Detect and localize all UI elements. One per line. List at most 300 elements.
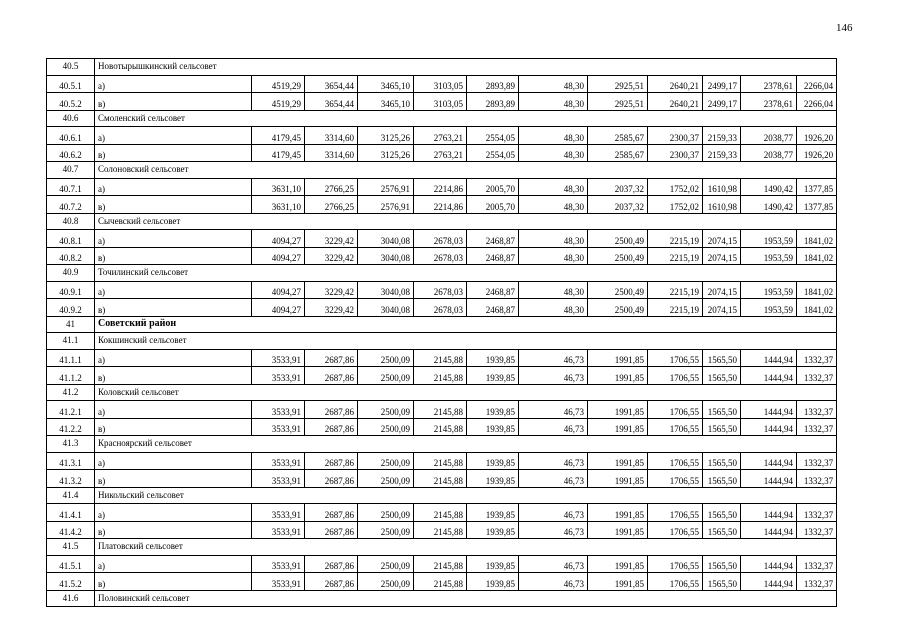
value-cell: 4179,45 (252, 144, 305, 162)
value-cell: 2893,89 (467, 75, 519, 93)
value-cell: 1939,85 (467, 367, 519, 385)
value-cell: 2687,86 (305, 504, 358, 522)
value-cell: 2145,88 (414, 418, 467, 436)
value-cell: 2215,19 (648, 247, 703, 265)
value-cell: 1939,85 (467, 470, 519, 488)
district-header-row (47, 316, 837, 333)
value-cell: 1706,55 (648, 452, 703, 470)
section-name: Новотырышкинский сельсовет (95, 59, 837, 76)
value-cell: 2678,03 (414, 281, 467, 299)
row-code: 41.1.1 (47, 349, 95, 367)
value-cell: 1841,02 (797, 247, 837, 265)
value-cell: 3229,42 (305, 299, 358, 317)
table-row (47, 349, 837, 367)
table-row (47, 299, 837, 317)
value-cell: 3229,42 (305, 281, 358, 299)
value-cell: 1953,59 (741, 247, 797, 265)
table-row (47, 555, 837, 573)
value-cell: 1332,37 (797, 401, 837, 419)
value-cell: 1610,98 (703, 178, 741, 196)
table-row (47, 401, 837, 419)
value-cell: 1953,59 (741, 281, 797, 299)
value-cell: 1444,94 (741, 573, 797, 591)
value-cell: 1706,55 (648, 470, 703, 488)
value-cell: 2159,33 (703, 144, 741, 162)
value-cell: 2266,04 (797, 75, 837, 93)
value-cell: 1991,85 (588, 452, 648, 470)
row-label: а) (95, 452, 252, 470)
value-cell: 2500,09 (358, 452, 414, 470)
value-cell: 1939,85 (467, 418, 519, 436)
value-cell: 3654,44 (305, 75, 358, 93)
value-cell: 1841,02 (797, 281, 837, 299)
row-code: 41.4.1 (47, 504, 95, 522)
value-cell: 1706,55 (648, 401, 703, 419)
value-cell: 48,30 (519, 144, 588, 162)
value-cell: 46,73 (519, 452, 588, 470)
row-label: а) (95, 127, 252, 145)
value-cell: 2687,86 (305, 349, 358, 367)
value-cell: 2215,19 (648, 299, 703, 317)
value-cell: 1991,85 (588, 504, 648, 522)
value-cell: 3654,44 (305, 93, 358, 111)
value-cell: 1939,85 (467, 555, 519, 573)
value-cell: 1565,50 (703, 401, 741, 419)
row-code: 41 (47, 316, 95, 333)
value-cell: 3533,91 (252, 573, 305, 591)
section-header-row (47, 384, 837, 401)
page-number: 146 (836, 22, 853, 34)
value-cell: 2640,21 (648, 93, 703, 111)
value-cell: 1706,55 (648, 573, 703, 591)
value-cell: 1490,42 (741, 178, 797, 196)
value-cell: 1939,85 (467, 349, 519, 367)
value-cell: 2500,09 (358, 555, 414, 573)
value-cell: 2145,88 (414, 555, 467, 573)
row-code: 41.5.1 (47, 555, 95, 573)
value-cell: 2300,37 (648, 144, 703, 162)
row-code: 41.2 (47, 384, 95, 401)
value-cell: 1752,02 (648, 196, 703, 214)
row-code: 40.6 (47, 110, 95, 127)
table-row (47, 144, 837, 162)
row-code: 41.3 (47, 436, 95, 453)
value-cell: 1939,85 (467, 452, 519, 470)
value-cell: 2074,15 (703, 281, 741, 299)
section-header-row (47, 487, 837, 504)
row-label: а) (95, 230, 252, 248)
row-label: в) (95, 418, 252, 436)
value-cell: 48,30 (519, 178, 588, 196)
section-header-row (47, 110, 837, 127)
row-code: 40.5.1 (47, 75, 95, 93)
value-cell: 1444,94 (741, 349, 797, 367)
value-cell: 2763,21 (414, 144, 467, 162)
row-label: в) (95, 196, 252, 214)
value-cell: 48,30 (519, 281, 588, 299)
row-code: 40.8.2 (47, 247, 95, 265)
value-cell: 3314,60 (305, 144, 358, 162)
value-cell: 1444,94 (741, 470, 797, 488)
value-cell: 2925,51 (588, 75, 648, 93)
value-cell: 1953,59 (741, 299, 797, 317)
value-cell: 1565,50 (703, 573, 741, 591)
value-cell: 2468,87 (467, 281, 519, 299)
value-cell: 2766,25 (305, 196, 358, 214)
value-cell: 3533,91 (252, 504, 305, 522)
section-header-row (47, 539, 837, 556)
value-cell: 1565,50 (703, 470, 741, 488)
value-cell: 3533,91 (252, 367, 305, 385)
value-cell: 1565,50 (703, 452, 741, 470)
row-code: 40.9 (47, 265, 95, 282)
value-cell: 46,73 (519, 573, 588, 591)
row-label: а) (95, 178, 252, 196)
value-cell: 46,73 (519, 367, 588, 385)
value-cell: 1565,50 (703, 521, 741, 539)
value-cell: 4179,45 (252, 127, 305, 145)
value-cell: 1565,50 (703, 349, 741, 367)
value-cell: 1939,85 (467, 401, 519, 419)
section-header-row (47, 436, 837, 453)
value-cell: 2468,87 (467, 230, 519, 248)
value-cell: 2215,19 (648, 230, 703, 248)
value-cell: 3631,10 (252, 196, 305, 214)
table-row (47, 178, 837, 196)
value-cell: 2766,25 (305, 178, 358, 196)
value-cell: 4094,27 (252, 299, 305, 317)
value-cell: 1444,94 (741, 367, 797, 385)
value-cell: 1444,94 (741, 504, 797, 522)
row-label: в) (95, 367, 252, 385)
value-cell: 46,73 (519, 470, 588, 488)
row-code: 41.5 (47, 539, 95, 556)
value-cell: 2145,88 (414, 573, 467, 591)
value-cell: 1565,50 (703, 367, 741, 385)
value-cell: 2468,87 (467, 299, 519, 317)
value-cell: 48,30 (519, 247, 588, 265)
table-row (47, 504, 837, 522)
value-cell: 48,30 (519, 230, 588, 248)
value-cell: 2640,21 (648, 75, 703, 93)
value-cell: 1332,37 (797, 349, 837, 367)
value-cell: 3125,26 (358, 127, 414, 145)
section-header-row (47, 59, 837, 76)
row-code: 41.2.2 (47, 418, 95, 436)
value-cell: 2500,09 (358, 367, 414, 385)
value-cell: 3533,91 (252, 418, 305, 436)
row-code: 40.5 (47, 59, 95, 76)
value-cell: 4094,27 (252, 230, 305, 248)
row-code: 40.7 (47, 162, 95, 179)
value-cell: 2214,86 (414, 178, 467, 196)
value-cell: 1444,94 (741, 418, 797, 436)
value-cell: 3229,42 (305, 247, 358, 265)
value-cell: 2925,51 (588, 93, 648, 111)
row-label: в) (95, 470, 252, 488)
value-cell: 48,30 (519, 93, 588, 111)
value-cell: 1706,55 (648, 418, 703, 436)
value-cell: 1752,02 (648, 178, 703, 196)
section-header-row (47, 333, 837, 350)
value-cell: 1939,85 (467, 573, 519, 591)
value-cell: 1991,85 (588, 555, 648, 573)
value-cell: 2500,49 (588, 299, 648, 317)
value-cell: 2300,37 (648, 127, 703, 145)
table-body (47, 59, 837, 607)
section-name: Точилинский сельсовет (95, 265, 837, 282)
value-cell: 1991,85 (588, 367, 648, 385)
value-cell: 4519,29 (252, 93, 305, 111)
row-label: а) (95, 349, 252, 367)
value-cell: 3533,91 (252, 470, 305, 488)
row-code: 41.4.2 (47, 521, 95, 539)
value-cell: 2037,32 (588, 178, 648, 196)
value-cell: 2074,15 (703, 299, 741, 317)
value-cell: 3631,10 (252, 178, 305, 196)
value-cell: 1565,50 (703, 504, 741, 522)
value-cell: 1444,94 (741, 555, 797, 573)
section-header-row (47, 213, 837, 230)
table-row (47, 196, 837, 214)
value-cell: 1332,37 (797, 367, 837, 385)
value-cell: 2500,49 (588, 230, 648, 248)
value-cell: 48,30 (519, 75, 588, 93)
row-code: 41.5.2 (47, 573, 95, 591)
table-row (47, 470, 837, 488)
value-cell: 2500,09 (358, 504, 414, 522)
value-cell: 2005,70 (467, 196, 519, 214)
row-label: а) (95, 555, 252, 573)
value-cell: 2576,91 (358, 178, 414, 196)
value-cell: 3314,60 (305, 127, 358, 145)
value-cell: 2468,87 (467, 247, 519, 265)
value-cell: 3103,05 (414, 93, 467, 111)
value-cell: 2687,86 (305, 418, 358, 436)
value-cell: 2585,67 (588, 127, 648, 145)
value-cell: 3040,08 (358, 281, 414, 299)
value-cell: 1332,37 (797, 573, 837, 591)
value-cell: 46,73 (519, 401, 588, 419)
value-cell: 2585,67 (588, 144, 648, 162)
district-name: Советский район (95, 316, 837, 333)
value-cell: 2500,09 (358, 573, 414, 591)
value-cell: 48,30 (519, 196, 588, 214)
row-code: 40.6.1 (47, 127, 95, 145)
value-cell: 3103,05 (414, 75, 467, 93)
value-cell: 2500,09 (358, 418, 414, 436)
value-cell: 3040,08 (358, 299, 414, 317)
value-cell: 2159,33 (703, 127, 741, 145)
value-cell: 2145,88 (414, 504, 467, 522)
section-name: Смоленский сельсовет (95, 110, 837, 127)
value-cell: 1991,85 (588, 470, 648, 488)
value-cell: 2687,86 (305, 401, 358, 419)
section-name: Платовский сельсовет (95, 539, 837, 556)
value-cell: 1706,55 (648, 555, 703, 573)
value-cell: 46,73 (519, 349, 588, 367)
value-cell: 2145,88 (414, 367, 467, 385)
value-cell: 1991,85 (588, 521, 648, 539)
value-cell: 1490,42 (741, 196, 797, 214)
value-cell: 1991,85 (588, 573, 648, 591)
section-name: Кокшинский сельсовет (95, 333, 837, 350)
value-cell: 1991,85 (588, 418, 648, 436)
value-cell: 46,73 (519, 418, 588, 436)
value-cell: 3533,91 (252, 521, 305, 539)
value-cell: 1841,02 (797, 299, 837, 317)
section-header-row (47, 162, 837, 179)
value-cell: 1926,20 (797, 144, 837, 162)
row-label: в) (95, 573, 252, 591)
value-cell: 3533,91 (252, 349, 305, 367)
row-label: в) (95, 299, 252, 317)
table-row (47, 521, 837, 539)
value-cell: 2678,03 (414, 230, 467, 248)
value-cell: 2687,86 (305, 555, 358, 573)
value-cell: 2554,05 (467, 127, 519, 145)
row-code: 41.3.2 (47, 470, 95, 488)
row-code: 40.7.2 (47, 196, 95, 214)
value-cell: 2687,86 (305, 367, 358, 385)
value-cell: 2145,88 (414, 349, 467, 367)
row-label: в) (95, 521, 252, 539)
row-label: в) (95, 247, 252, 265)
value-cell: 1706,55 (648, 521, 703, 539)
value-cell: 2687,86 (305, 521, 358, 539)
row-code: 40.7.1 (47, 178, 95, 196)
value-cell: 1377,85 (797, 178, 837, 196)
value-cell: 1332,37 (797, 470, 837, 488)
table-row (47, 367, 837, 385)
table-row (47, 573, 837, 591)
value-cell: 1991,85 (588, 401, 648, 419)
value-cell: 2554,05 (467, 144, 519, 162)
row-code: 41.2.1 (47, 401, 95, 419)
value-cell: 2687,86 (305, 573, 358, 591)
value-cell: 2074,15 (703, 230, 741, 248)
table-row (47, 247, 837, 265)
tariff-table (46, 58, 837, 607)
section-name: Солоновский сельсовет (95, 162, 837, 179)
row-code: 41.4 (47, 487, 95, 504)
value-cell: 3465,10 (358, 93, 414, 111)
row-code: 41.1.2 (47, 367, 95, 385)
value-cell: 1444,94 (741, 401, 797, 419)
value-cell: 1332,37 (797, 521, 837, 539)
value-cell: 2005,70 (467, 178, 519, 196)
row-label: в) (95, 93, 252, 111)
value-cell: 1706,55 (648, 367, 703, 385)
value-cell: 3040,08 (358, 247, 414, 265)
row-code: 41.1 (47, 333, 95, 350)
value-cell: 2215,19 (648, 281, 703, 299)
value-cell: 1841,02 (797, 230, 837, 248)
value-cell: 1953,59 (741, 230, 797, 248)
value-cell: 2145,88 (414, 452, 467, 470)
value-cell: 1332,37 (797, 555, 837, 573)
value-cell: 3040,08 (358, 230, 414, 248)
value-cell: 2378,61 (741, 93, 797, 111)
value-cell: 1332,37 (797, 418, 837, 436)
row-code: 40.6.2 (47, 144, 95, 162)
value-cell: 1332,37 (797, 452, 837, 470)
value-cell: 2678,03 (414, 247, 467, 265)
value-cell: 2687,86 (305, 470, 358, 488)
value-cell: 2576,91 (358, 196, 414, 214)
value-cell: 2037,32 (588, 196, 648, 214)
table-row (47, 452, 837, 470)
table-row (47, 75, 837, 93)
row-code: 40.8 (47, 213, 95, 230)
value-cell: 1706,55 (648, 349, 703, 367)
value-cell: 2038,77 (741, 127, 797, 145)
value-cell: 46,73 (519, 521, 588, 539)
value-cell: 46,73 (519, 504, 588, 522)
value-cell: 2145,88 (414, 521, 467, 539)
row-label: а) (95, 401, 252, 419)
section-name: Коловский сельсовет (95, 384, 837, 401)
table-row (47, 230, 837, 248)
value-cell: 1444,94 (741, 521, 797, 539)
value-cell: 2678,03 (414, 299, 467, 317)
value-cell: 2499,17 (703, 93, 741, 111)
value-cell: 3533,91 (252, 401, 305, 419)
value-cell: 48,30 (519, 127, 588, 145)
value-cell: 48,30 (519, 299, 588, 317)
section-header-row (47, 590, 837, 607)
value-cell: 3533,91 (252, 555, 305, 573)
row-label: а) (95, 504, 252, 522)
value-cell: 2687,86 (305, 452, 358, 470)
value-cell: 2763,21 (414, 127, 467, 145)
row-label: а) (95, 281, 252, 299)
section-header-row (47, 265, 837, 282)
value-cell: 2500,49 (588, 281, 648, 299)
value-cell: 46,73 (519, 555, 588, 573)
value-cell: 1332,37 (797, 504, 837, 522)
value-cell: 2074,15 (703, 247, 741, 265)
value-cell: 3465,10 (358, 75, 414, 93)
value-cell: 1706,55 (648, 504, 703, 522)
value-cell: 3229,42 (305, 230, 358, 248)
value-cell: 2214,86 (414, 196, 467, 214)
value-cell: 1444,94 (741, 452, 797, 470)
value-cell: 3533,91 (252, 452, 305, 470)
table-row (47, 127, 837, 145)
row-label: а) (95, 75, 252, 93)
row-code: 40.5.2 (47, 93, 95, 111)
table-row (47, 93, 837, 111)
value-cell: 2500,49 (588, 247, 648, 265)
value-cell: 2500,09 (358, 470, 414, 488)
section-name: Половинский сельсовет (95, 590, 837, 607)
value-cell: 2266,04 (797, 93, 837, 111)
section-name: Красноярский сельсовет (95, 436, 837, 453)
value-cell: 1939,85 (467, 504, 519, 522)
value-cell: 2499,17 (703, 75, 741, 93)
value-cell: 2500,09 (358, 349, 414, 367)
value-cell: 1991,85 (588, 349, 648, 367)
value-cell: 1377,85 (797, 196, 837, 214)
section-name: Сычевский сельсовет (95, 213, 837, 230)
value-cell: 2145,88 (414, 401, 467, 419)
row-code: 41.6 (47, 590, 95, 607)
table-row (47, 281, 837, 299)
value-cell: 2145,88 (414, 470, 467, 488)
value-cell: 4519,29 (252, 75, 305, 93)
value-cell: 3125,26 (358, 144, 414, 162)
